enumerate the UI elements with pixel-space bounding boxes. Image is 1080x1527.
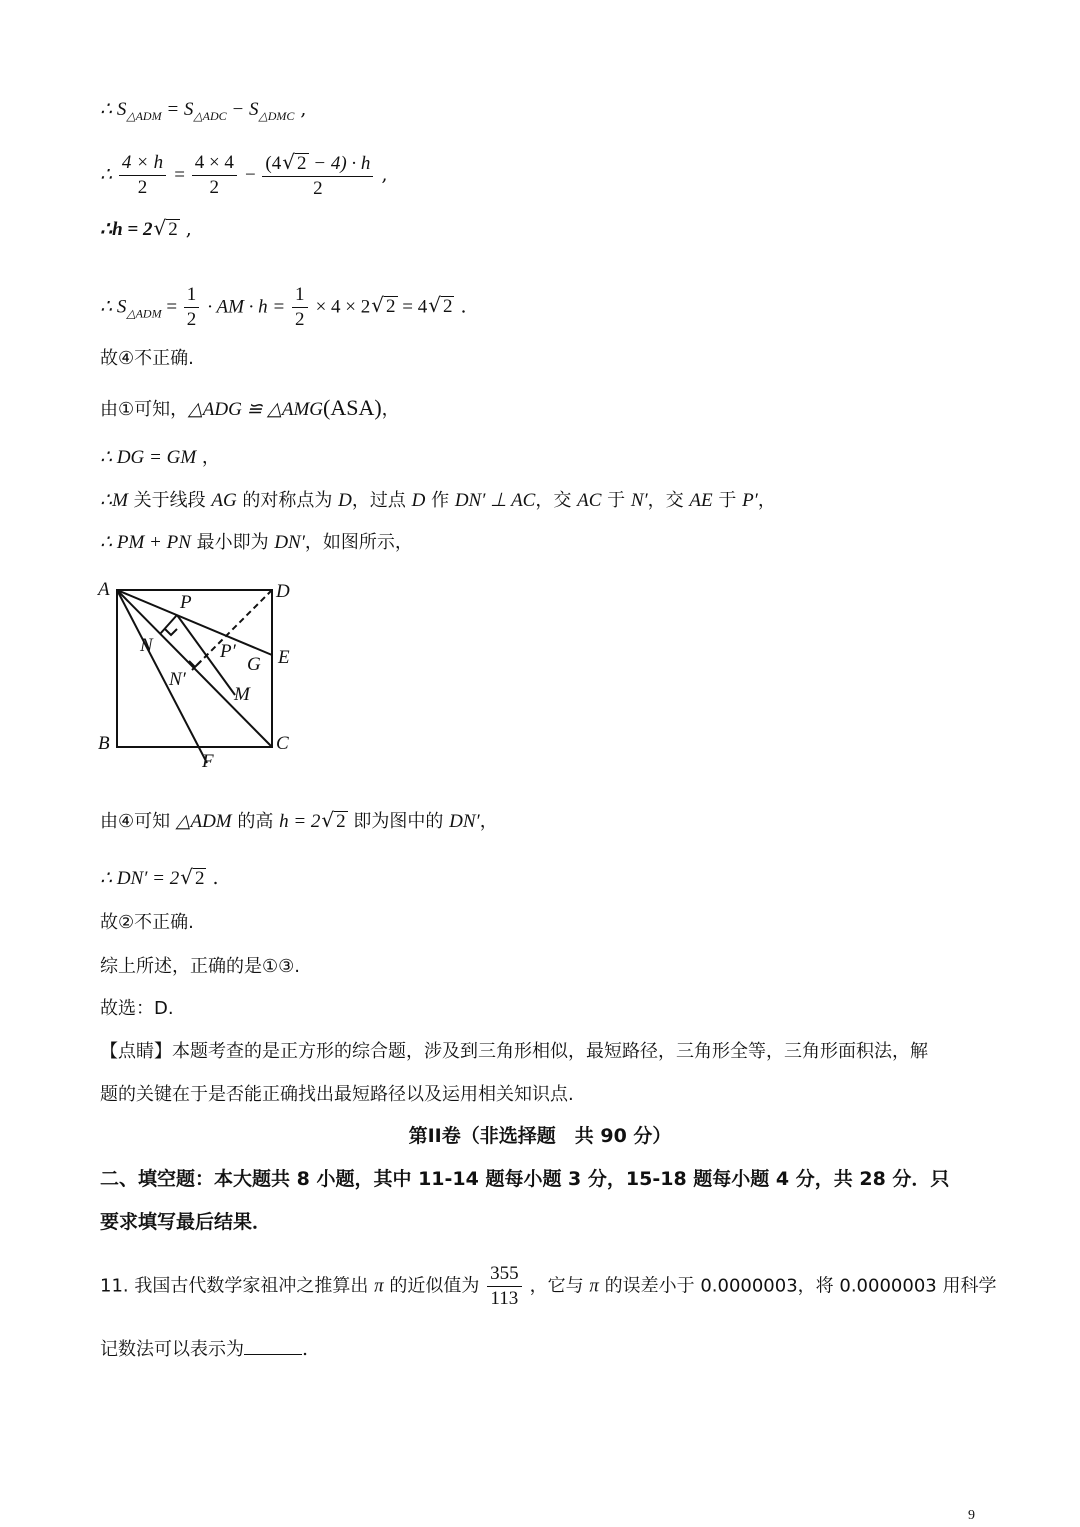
numerator: 1 xyxy=(292,283,308,308)
section-title: 第II卷（非选择题 共 90 分） xyxy=(408,1125,672,1147)
radicand: 2 xyxy=(194,868,205,889)
numerator: 4 × h xyxy=(119,151,166,176)
text: 由④可知 xyxy=(100,811,176,832)
radical-sign: √ xyxy=(282,150,295,174)
text: N′ xyxy=(630,490,648,511)
numerator: 1 xyxy=(184,283,200,308)
formula-line-2 xyxy=(100,150,388,201)
text-line-14: 故选：D. xyxy=(100,998,174,1019)
text: × 4 × 2 xyxy=(315,296,371,318)
label-a: A xyxy=(98,579,110,600)
text: ，交 xyxy=(535,490,578,511)
page-number: 9 xyxy=(968,1508,975,1523)
line-af xyxy=(117,590,207,763)
text: = xyxy=(174,164,190,186)
text: AE xyxy=(689,490,713,511)
text: , xyxy=(179,218,192,240)
text: D xyxy=(338,490,352,511)
answer-blank[interactable] xyxy=(244,1340,302,1355)
text: − S xyxy=(226,99,259,120)
right-angle-mark-n xyxy=(165,629,177,635)
text: DN′ xyxy=(274,532,305,553)
question-11-line-1 xyxy=(100,1262,996,1311)
subscript: △ADM xyxy=(126,109,162,123)
text: AC xyxy=(577,490,602,511)
text: (ASA) xyxy=(323,395,382,420)
text: . xyxy=(302,1338,309,1360)
text: 关于线段 xyxy=(127,490,212,511)
text: DN′ ⊥ AC xyxy=(454,490,536,511)
numerator xyxy=(262,150,373,177)
label-c: C xyxy=(276,733,289,754)
radical-sign: √ xyxy=(321,808,335,832)
text: ∴M xyxy=(100,490,128,511)
fraction xyxy=(292,283,308,332)
text: AG xyxy=(211,490,237,511)
question-heading-line-1: 二、填空题：本大题共 8 小题，其中 11-14 题每小题 3 分，15-18 题每小题 4 分，共 28 分．只 xyxy=(100,1168,950,1190)
text: ， xyxy=(757,490,776,511)
square-geometry-figure xyxy=(92,575,312,775)
text: △ADG ≌ △AMG xyxy=(188,399,323,420)
denominator: 2 xyxy=(209,176,220,198)
text: 11. 我国古代数学家祖冲之推算出 xyxy=(100,1275,375,1297)
text: ∴h = 2 xyxy=(100,219,153,240)
text: ∴ S xyxy=(100,99,127,120)
label-p-prime: P′ xyxy=(220,641,236,662)
text: 作 xyxy=(425,490,455,511)
text: . xyxy=(206,867,219,889)
label-n-prime: N′ xyxy=(169,669,186,690)
label-n: N xyxy=(140,635,153,656)
text-line-8 xyxy=(100,491,776,510)
text: , xyxy=(294,98,307,120)
question-11-line-2 xyxy=(100,1340,308,1359)
text: ∴ DG = GM xyxy=(100,447,197,468)
text: = xyxy=(161,296,182,318)
text-line-12: 故②不正确. xyxy=(100,912,194,933)
denominator: 2 xyxy=(313,177,323,199)
text: . xyxy=(454,295,467,318)
text: = S xyxy=(161,99,194,120)
text-line-10 xyxy=(100,810,498,831)
denominator: 2 xyxy=(186,308,197,330)
text: ， xyxy=(196,447,220,468)
text: = 4 xyxy=(397,296,428,318)
fraction xyxy=(184,283,200,332)
formula-line-11 xyxy=(100,867,219,888)
label-g: G xyxy=(247,654,261,675)
text: , xyxy=(381,163,388,186)
text: h = 2 xyxy=(279,811,321,832)
radical-sign: √ xyxy=(428,293,441,318)
text: 于 xyxy=(712,490,743,511)
text-line-6 xyxy=(100,397,400,419)
subscript: △ADM xyxy=(126,306,162,321)
text-line-9 xyxy=(100,533,413,552)
text: 的对称点为 xyxy=(236,490,339,511)
fraction xyxy=(119,151,166,200)
text: 于 xyxy=(601,490,631,511)
text: 的误差小于 0.0000003，将 0.0000003 用科学 xyxy=(598,1275,997,1297)
text: 的近似值为 xyxy=(383,1275,486,1297)
text: 记数法可以表示为 xyxy=(100,1339,244,1360)
radicand: 2 xyxy=(297,153,307,174)
text: 即为图中的 xyxy=(347,811,450,832)
text: ，交 xyxy=(647,490,690,511)
text: 的高 xyxy=(231,811,280,832)
text: − xyxy=(244,164,261,186)
label-p: P xyxy=(180,592,192,613)
label-b: B xyxy=(98,733,110,754)
text: ，如图所示， xyxy=(304,532,413,553)
text-line-5: 故④不正确. xyxy=(100,348,194,369)
formula-line-4 xyxy=(100,283,467,332)
text-line-13: 综上所述，正确的是①③. xyxy=(100,956,300,977)
text: (4 xyxy=(265,153,282,174)
radical-sign: √ xyxy=(180,865,193,889)
text: · AM · h = xyxy=(207,296,291,318)
label-d: D xyxy=(276,581,290,602)
fraction xyxy=(487,1262,522,1311)
label-f: F xyxy=(202,751,214,772)
text: P′ xyxy=(742,490,758,511)
label-e: E xyxy=(278,647,290,668)
radicand: 2 xyxy=(168,219,178,240)
text: ， xyxy=(381,399,400,420)
text: ∴ S xyxy=(100,296,127,318)
radical-sign: √ xyxy=(153,216,167,240)
label-m: M xyxy=(234,684,250,705)
text: ，它与 xyxy=(529,1275,590,1297)
text: ∴ xyxy=(100,164,117,186)
text: ，过点 xyxy=(351,490,412,511)
denominator: 113 xyxy=(490,1287,519,1309)
numerator: 4 × 4 xyxy=(192,151,237,176)
text: ， xyxy=(479,811,498,832)
fraction xyxy=(262,150,373,201)
radical-sign: √ xyxy=(371,293,384,318)
comment-line-2: 题的关键在于是否能正确找出最短路径以及运用相关知识点. xyxy=(100,1084,574,1105)
text: △ADM xyxy=(175,811,232,832)
radicand: 2 xyxy=(386,296,396,318)
text: DN′ xyxy=(449,811,480,832)
text: 最小即为 xyxy=(190,532,275,553)
comment-line-1: 【点睛】本题考查的是正方形的综合题，涉及到三角形相似，最短路径，三角形全等，三角形面积法，解 xyxy=(100,1041,928,1062)
formula-line-3 xyxy=(100,218,192,239)
question-heading-line-2: 要求填写最后结果． xyxy=(100,1211,272,1233)
pi-symbol: π xyxy=(374,1275,384,1297)
radicand: 2 xyxy=(442,296,453,318)
denominator: 2 xyxy=(137,176,148,198)
radicand: 2 xyxy=(336,811,346,832)
subscript: △ADC xyxy=(193,109,227,123)
numerator: 355 xyxy=(487,1262,522,1287)
text: ∴ DN′ = 2 xyxy=(100,868,180,889)
subscript: △DMC xyxy=(258,109,295,123)
text: 由①可知， xyxy=(100,399,189,420)
denominator: 2 xyxy=(295,308,305,330)
fraction xyxy=(192,151,237,200)
text: ∴ PM + PN xyxy=(100,532,191,553)
text: D xyxy=(411,490,426,511)
text: − 4) · h xyxy=(308,153,371,174)
formula-line-7 xyxy=(100,448,220,467)
pi-symbol: π xyxy=(589,1275,599,1297)
formula-line-1 xyxy=(100,100,306,122)
